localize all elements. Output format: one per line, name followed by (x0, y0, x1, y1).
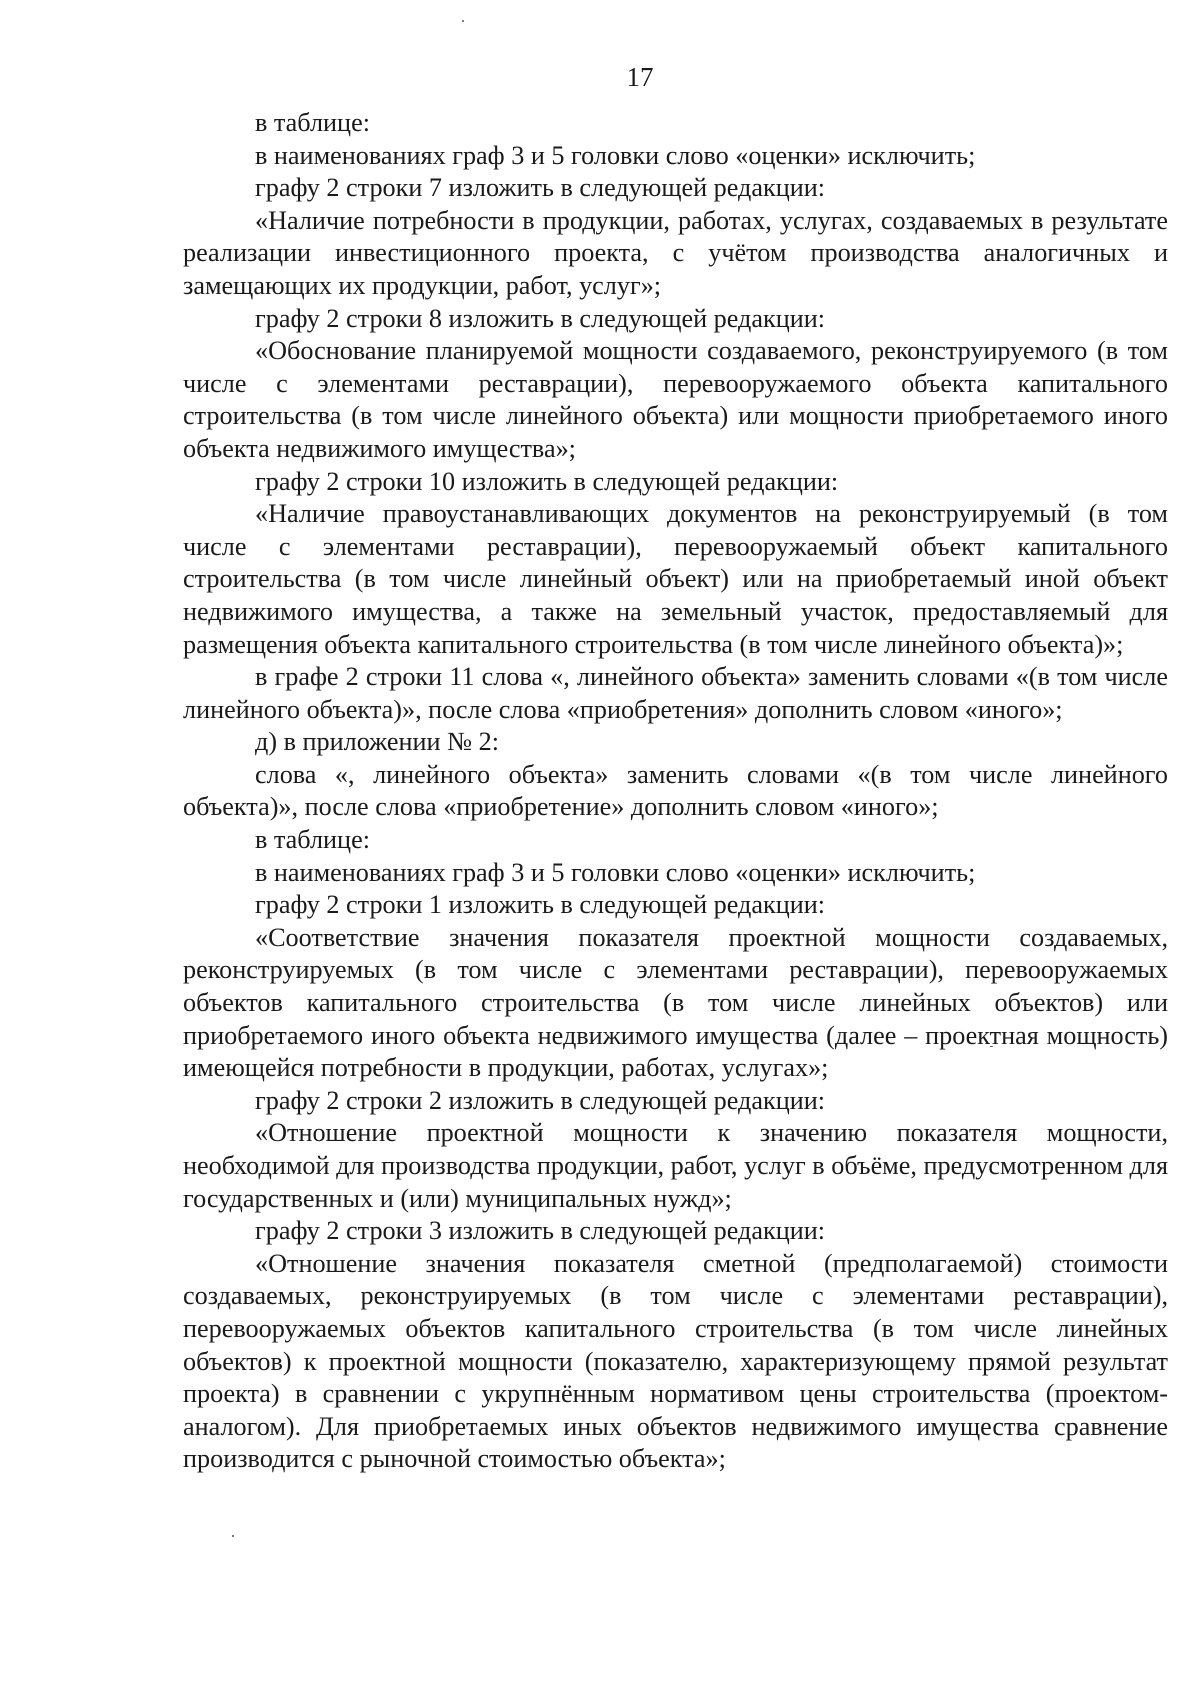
paragraph: графу 2 строки 10 изложить в следующей редакции: (255, 466, 839, 496)
paragraph: «Наличие потребности в продукции, работах, услугах, создаваемых в результате реализации инвестиционного проекта, с учётом производства аналогичных и замещающих их продукции, работ, услуг»; (183, 205, 1168, 300)
paragraph: «Соответствие значения показателя проектной мощности создаваемых, реконструируемых (в том числе с элементами реставрации), перевооружаемых объектов капитального строительства (в том числе линейных объектов) или приобретаемого иного объекта недвижимого имущества (далее – проектная мощность) имеющейся потребности в продукции, работах, услугах»; (183, 922, 1168, 1083)
paragraph: графу 2 строки 8 изложить в следующей редакции: (255, 303, 826, 333)
paragraph: в наименованиях граф 3 и 5 головки слово «оценки» исключить; (255, 857, 976, 887)
paragraph: графу 2 строки 2 изложить в следующей редакции: (255, 1085, 826, 1115)
paragraph: графу 2 строки 1 изложить в следующей редакции: (255, 890, 826, 920)
paragraph: «Обоснование планируемой мощности создаваемого, реконструируемого (в том числе с элементами реставрации), перевооружаемого объекта капитального строительства (в том числе линейного объекта) или мощности приобретаемого иного объекта недвижимого имущества»; (183, 336, 1168, 463)
page-number: 17 (626, 62, 654, 92)
scan-speck (232, 1535, 234, 1537)
paragraph: в таблице: (255, 825, 370, 855)
paragraph: д) в приложении № 2: (255, 727, 499, 757)
paragraph: слова «, линейного объекта» заменить словами «(в том числе линейного объекта)», после слова «приобретение» дополнить словом «иного»; (183, 759, 1168, 822)
paragraph: в наименованиях граф 3 и 5 головки слово «оценки» исключить; (255, 140, 976, 170)
paragraph: графу 2 строки 3 изложить в следующей редакции: (255, 1216, 826, 1246)
paragraph: в таблице: (255, 108, 370, 137)
document-body (183, 107, 1168, 1476)
paragraph: «Отношение значения показателя сметной (предполагаемой) стоимости создаваемых, реконструируемых (в том числе с элементами реставрации), перевооружаемых объектов капитального строительства (в том числе линейных объектов) к проектной мощности (показателю, характеризующему прямой результат проекта) в сравнении с укрупнённым нормативом цены строительства (проектом-аналогом). Для приобретаемых иных объектов недвижимого имущества сравнение производится с рыночной стоимостью объекта»; (183, 1248, 1168, 1474)
paragraph: графу 2 строки 7 изложить в следующей редакции: (255, 173, 826, 203)
scan-speck (462, 20, 464, 22)
paragraph: «Наличие правоустанавливающих документов на реконструируемый (в том числе с элементами реставрации), перевооружаемый объект капитального строительства (в том числе линейный объект) или на приобретаемый иной объект недвижимого имущества, а также на земельный участок, предоставляемый для размещения объекта капитального строительства (в том числе линейного объекта)»; (183, 499, 1168, 659)
paragraph: «Отношение проектной мощности к значению показателя мощности, необходимой для производства продукции, работ, услуг в объёме, предусмотренном для государственных и (или) муниципальных нужд»; (183, 1118, 1168, 1213)
paragraph: в графе 2 строки 11 слова «, линейного объекта» заменить словами «(в том числе линейного объекта)», после слова «приобретения» дополнить словом «иного»; (183, 662, 1168, 724)
